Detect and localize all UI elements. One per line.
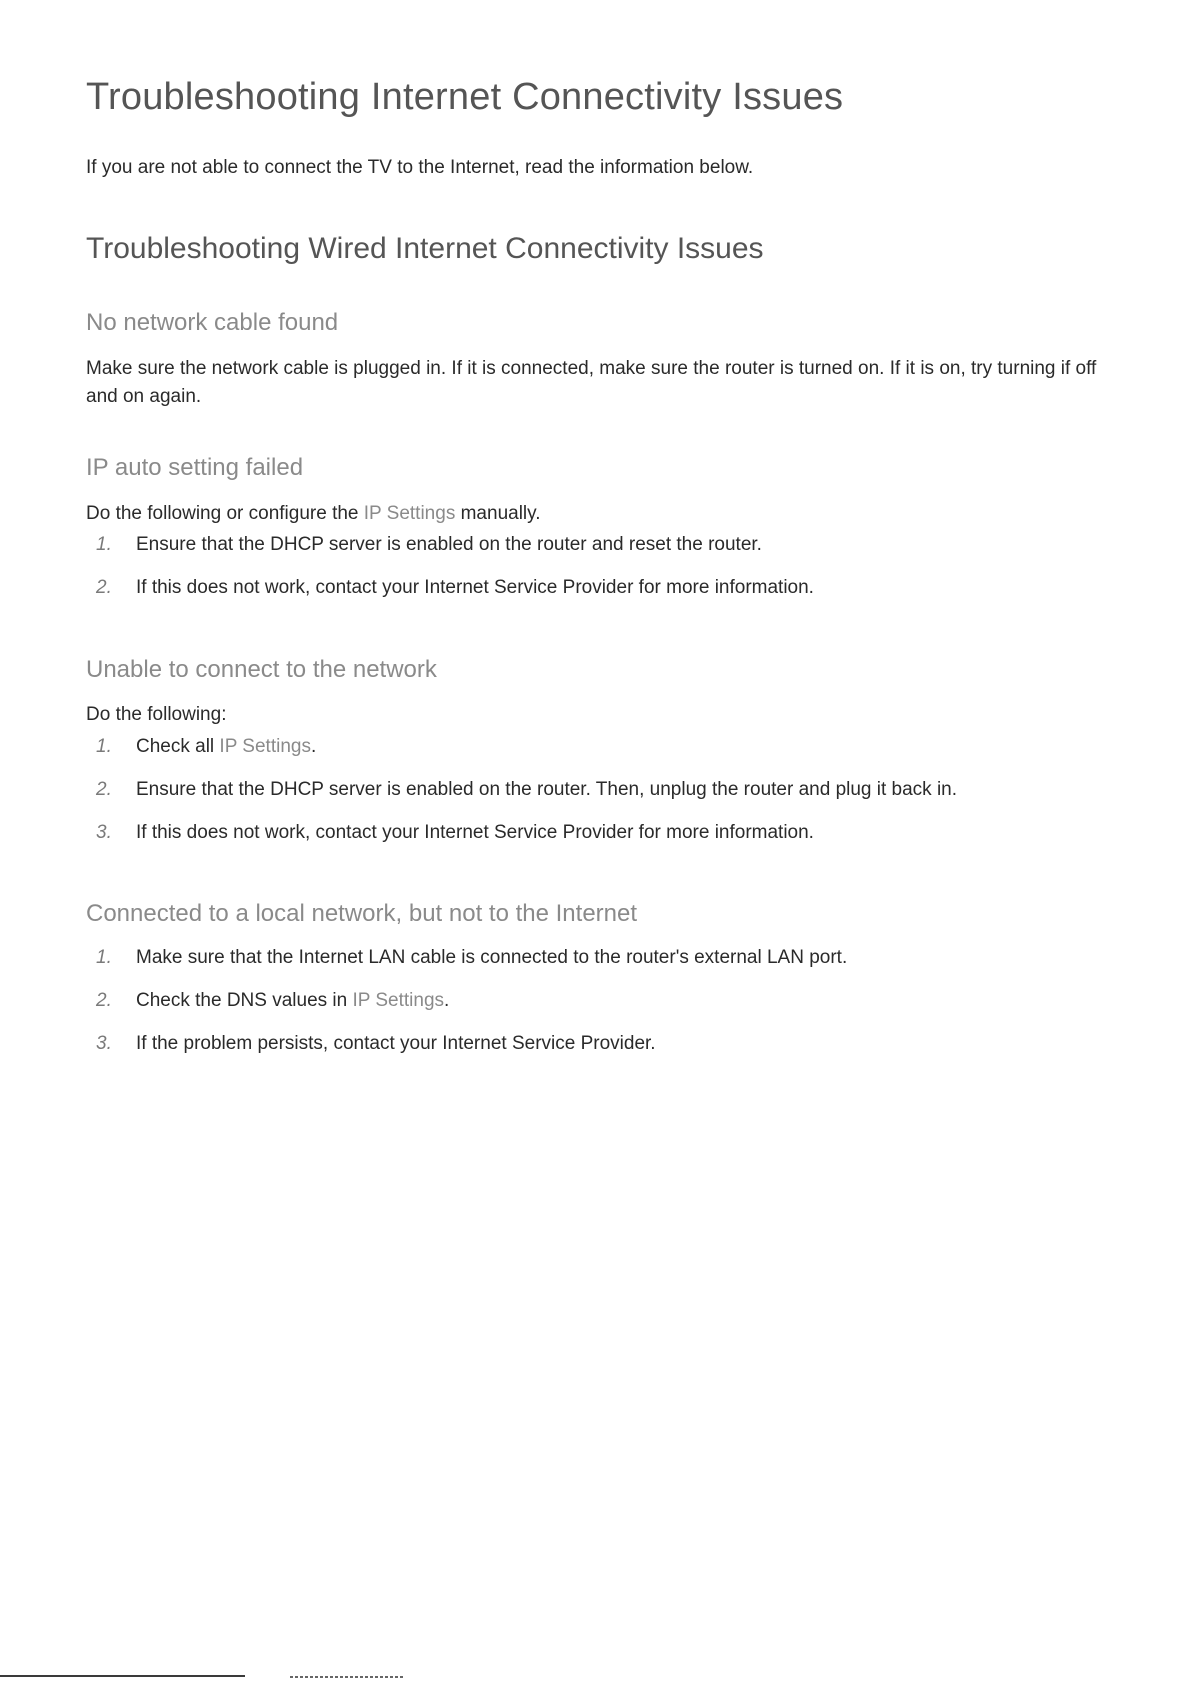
step-text: Check all <box>136 736 220 757</box>
step-number: 1. <box>96 534 112 555</box>
step-text: Ensure that the DHCP server is enabled on the router and reset the router. <box>136 534 762 555</box>
steps-local-network-only <box>86 944 1106 1073</box>
list-item <box>86 944 1106 972</box>
ip-settings-link-text: IP Settings <box>219 736 311 757</box>
heading-unable-to-connect: Unable to connect to the network <box>86 656 437 683</box>
list-item <box>86 1030 1106 1058</box>
heading-ip-auto-setting: IP auto setting failed <box>86 454 304 481</box>
section-title-wired: Troubleshooting Wired Internet Connectivity Issues <box>86 232 764 265</box>
body-no-network-cable: Make sure the network cable is plugged in. If it is connected, make sure the router is turned on. If it is on, try turning if off and on again. <box>86 358 1097 407</box>
step-text: If this does not work, contact your Internet Service Provider for more information. <box>136 577 814 598</box>
heading-no-network-cable: No network cable found <box>86 309 339 336</box>
step-number: 1. <box>96 947 112 968</box>
lead-unable-to-connect: Do the following: <box>86 704 227 725</box>
step-number: 1. <box>96 736 112 757</box>
list-item <box>86 733 1106 761</box>
step-number: 2. <box>96 577 112 598</box>
steps-unable-to-connect <box>86 733 1106 862</box>
list-item <box>86 531 1106 559</box>
step-number: 2. <box>96 990 112 1011</box>
list-item <box>86 987 1106 1015</box>
step-text: If the problem persists, contact your Internet Service Provider. <box>136 1033 656 1054</box>
step-text: Make sure that the Internet LAN cable is connected to the router's external LAN port. <box>136 947 848 968</box>
list-item <box>86 574 1106 602</box>
step-text: If this does not work, contact your Internet Service Provider for more information. <box>136 822 814 843</box>
page-title: Troubleshooting Internet Connectivity Issues <box>86 76 844 118</box>
intro-text: If you are not able to connect the TV to the Internet, read the information below. <box>86 157 754 178</box>
step-number: 3. <box>96 822 112 843</box>
lead-text: Do the following or configure the <box>86 503 364 524</box>
step-number: 3. <box>96 1033 112 1054</box>
list-item <box>86 819 1106 847</box>
lead-ip-auto-setting <box>86 500 1106 528</box>
step-text: Check the DNS values in <box>136 990 353 1011</box>
step-text: . <box>444 990 450 1011</box>
list-item <box>86 776 1106 804</box>
footer-mark <box>290 1676 405 1678</box>
steps-ip-auto-setting <box>86 531 1106 617</box>
step-number: 2. <box>96 779 112 800</box>
footer-rule <box>0 1675 245 1677</box>
step-text: Ensure that the DHCP server is enabled on the router. Then, unplug the router and plug it back in. <box>136 779 958 800</box>
heading-local-network-only: Connected to a local network, but not to the Internet <box>86 900 638 927</box>
lead-text: manually. <box>455 503 541 524</box>
ip-settings-link-text: IP Settings <box>363 503 456 524</box>
ip-settings-link-text: IP Settings <box>352 990 445 1011</box>
step-text: . <box>310 736 317 757</box>
